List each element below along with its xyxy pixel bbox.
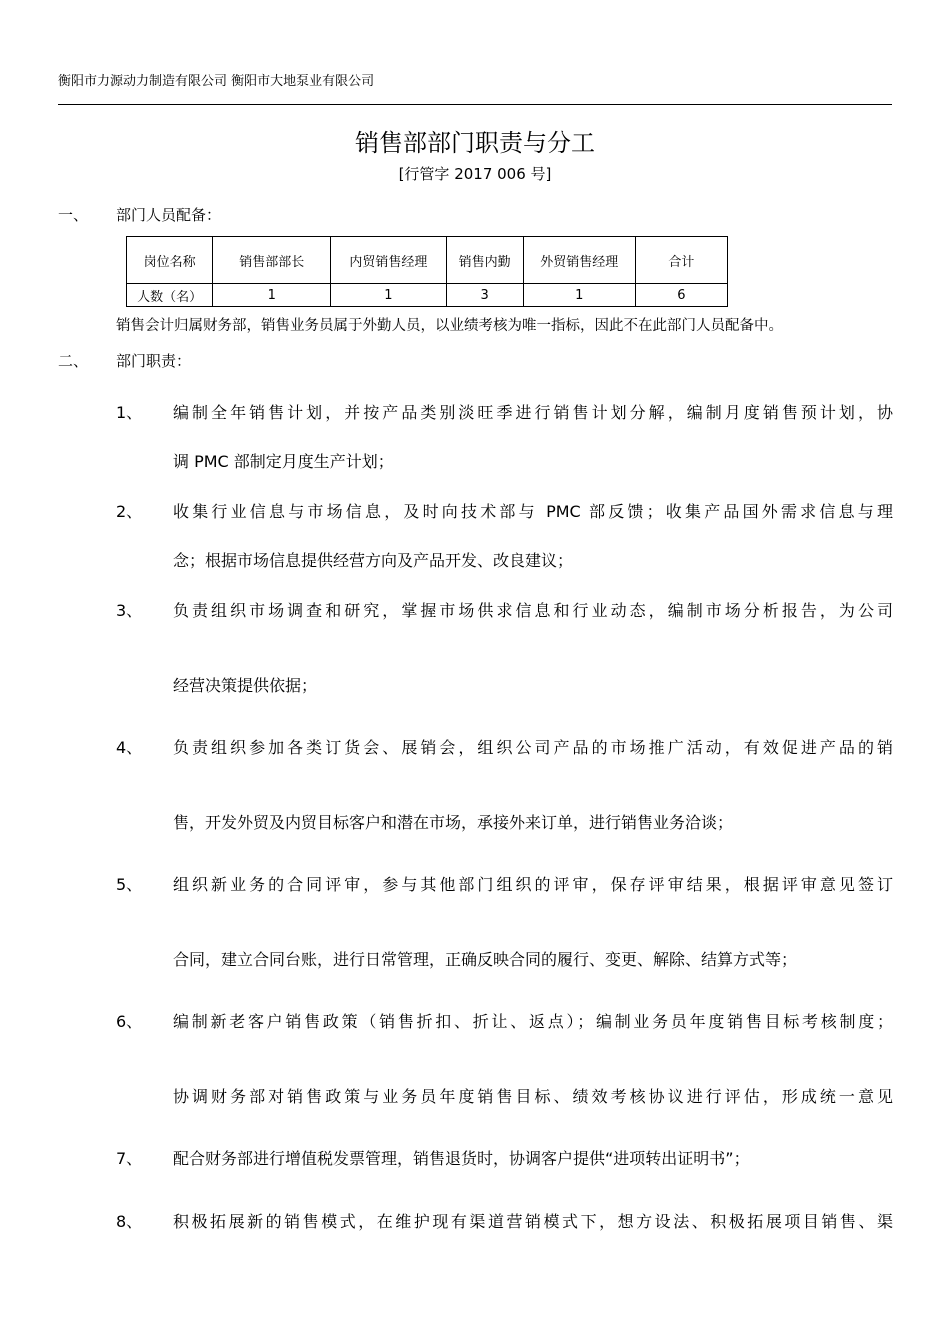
duty-text-line: 编制全年销售计划，并按产品类别淡旺季进行销售计划分解，编制月度销售预计划，协 xyxy=(173,403,893,422)
staff-table xyxy=(126,236,728,307)
duty-number: 3、 xyxy=(116,601,143,620)
section-title: 部门人员配备： xyxy=(116,206,222,224)
table-header-cell: 销售内勤 xyxy=(446,237,523,284)
table-header-cell: 内贸销售经理 xyxy=(331,237,446,284)
table-cell: 1 xyxy=(213,284,331,307)
table-header-cell: 合计 xyxy=(635,237,727,284)
duty-text-line: 编制新老客户销售政策（销售折扣、折让、返点）；编制业务员年度销售目标考核制度； xyxy=(173,1012,893,1031)
table-cell: 3 xyxy=(446,284,523,307)
table-row xyxy=(127,284,728,307)
table-header-row xyxy=(127,237,728,284)
duty-text-line: 念；根据市场信息提供经营方向及产品开发、改良建议； xyxy=(173,551,574,570)
duty-number: 4、 xyxy=(116,738,143,757)
duty-text-line: 经营决策提供依据； xyxy=(173,676,318,695)
document-number: [行管字 2017 006 号] xyxy=(398,165,552,183)
staffing-note: 销售会计归属财务部，销售业务员属于外勤人员，以业绩考核为唯一指标，因此不在此部门人员配备中。 xyxy=(116,318,783,334)
table-cell: 人数（名） xyxy=(127,284,213,307)
duty-text-line: 积极拓展新的销售模式，在维护现有渠道营销模式下，想方设法、积极拓展项目销售、渠 xyxy=(173,1212,893,1231)
table-cell: 1 xyxy=(523,284,635,307)
header-divider xyxy=(58,104,892,105)
duty-number: 5、 xyxy=(116,875,143,894)
duty-text-line: 负责组织市场调查和研究，掌握市场供求信息和行业动态，编制市场分析报告，为公司 xyxy=(173,601,893,620)
table-header-cell: 岗位名称 xyxy=(127,237,213,284)
table-cell: 1 xyxy=(331,284,446,307)
duty-text-line: 收集行业信息与市场信息，及时向技术部与 PMC 部反馈；收集产品国外需求信息与理 xyxy=(173,502,893,521)
duty-text-line: 负责组织参加各类订货会、展销会，组织公司产品的市场推广活动，有效促进产品的销 xyxy=(173,738,893,757)
duty-text-line: 组织新业务的合同评审，参与其他部门组织的评审，保存评审结果，根据评审意见签订 xyxy=(173,875,893,894)
duty-number: 8、 xyxy=(116,1212,143,1231)
table-cell: 6 xyxy=(635,284,727,307)
section-number: 二、 xyxy=(58,352,89,370)
duty-number: 6、 xyxy=(116,1012,143,1031)
duty-number: 7、 xyxy=(116,1149,143,1168)
duty-text-line: 配合财务部进行增值税发票管理，销售退货时，协调客户提供“进项转出证明书”； xyxy=(173,1149,750,1168)
duty-number: 2、 xyxy=(116,502,143,521)
table-header-cell: 外贸销售经理 xyxy=(523,237,635,284)
duty-number: 1、 xyxy=(116,403,143,422)
table-header-cell: 销售部部长 xyxy=(213,237,331,284)
company-header: 衡阳市力源动力制造有限公司 衡阳市大地泵业有限公司 xyxy=(58,74,375,89)
page-title: 销售部部门职责与分工 xyxy=(355,129,595,157)
section-title: 部门职责： xyxy=(116,352,192,370)
duty-text-line: 售，开发外贸及内贸目标客户和潜在市场，承接外来订单，进行销售业务洽谈； xyxy=(173,813,734,832)
duty-text-line: 合同，建立合同台账，进行日常管理，正确反映合同的履行、变更、解除、结算方式等； xyxy=(173,950,798,969)
duty-text-line: 协调财务部对销售政策与业务员年度销售目标、绩效考核协议进行评估，形成统一意见 xyxy=(173,1087,893,1106)
duty-text-line: 调 PMC 部制定月度生产计划； xyxy=(173,452,394,471)
section-number: 一、 xyxy=(58,206,89,224)
